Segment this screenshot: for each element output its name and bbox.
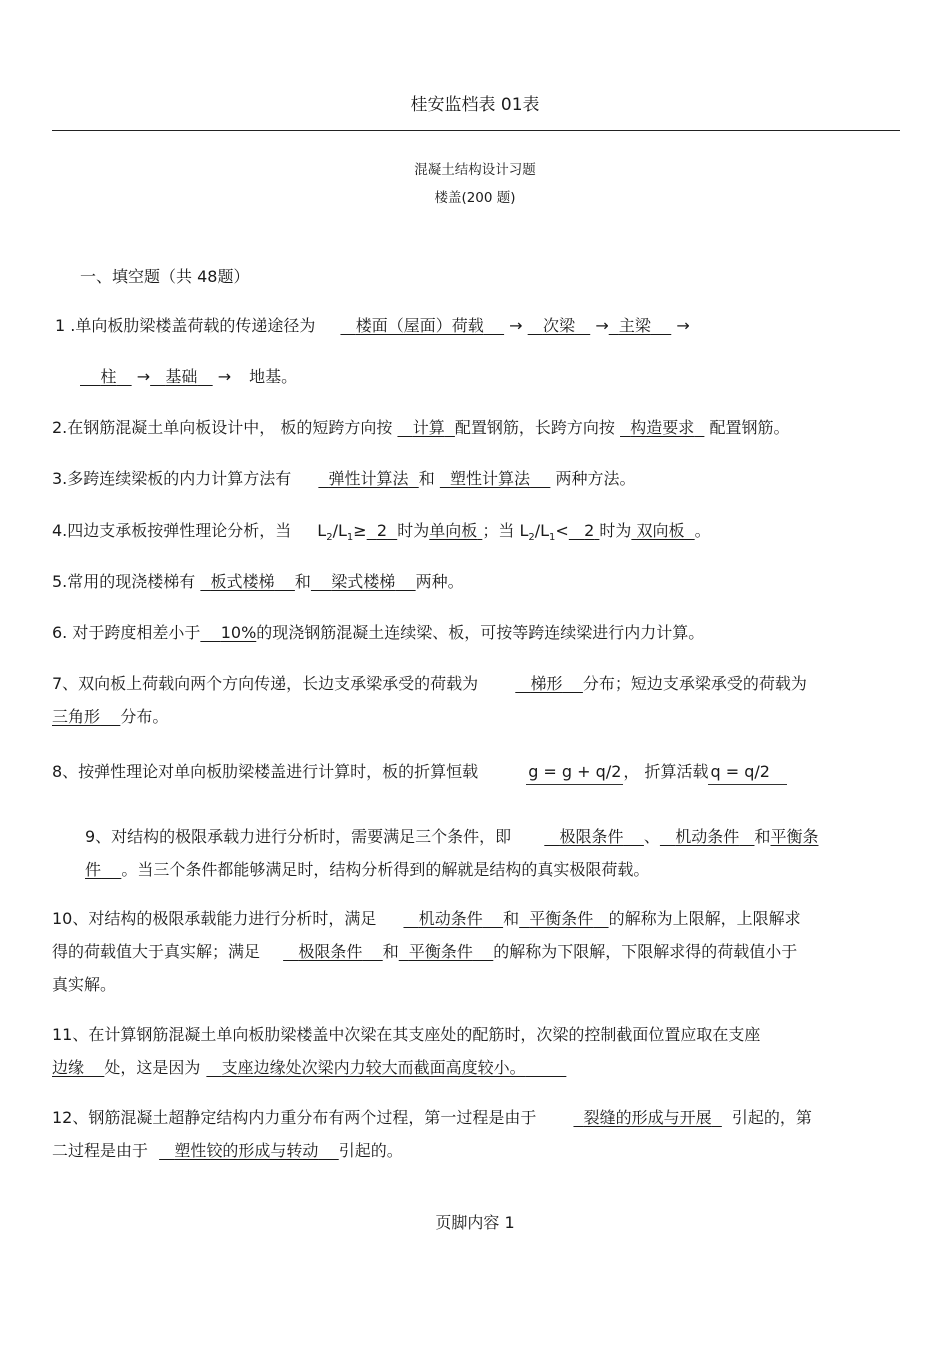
answer-q1-4: 柱 [100,367,117,386]
answer-q5-2: 梁式楼梯 [331,572,396,591]
answer-q11-2: 支座边缘处次梁内力较大而截面高度较小。 [221,1058,526,1077]
formula-converted-dead-load: g = g + q/2 [526,760,623,785]
answer-q10-2: 平衡条件 [529,909,594,928]
question-12-line-1: 12、钢筋混凝土超静定结构内力重分布有两个过程，第一过程是由于 裂缝的形成与开展 引起的，第 [52,1108,812,1127]
question-10-line-3: 真实解。 [52,975,117,994]
question-12-line-2: 二过程是由于 塑性铰的形成与转动 引起的。 [52,1141,403,1160]
question-1-line-1: 1 .单向板肋梁楼盖荷载的传递途径为 楼面（屋面）荷载 → 次梁 → 主梁 → [55,316,690,335]
answer-q12-2: 塑性铰的形成与转动 [174,1141,319,1160]
formula-converted-live-load: q = q/2 [708,760,787,785]
answer-q7-1: 梯形 [530,674,563,693]
question-1-line-2: 柱 → 基础 → 地基。 [80,360,297,394]
header-divider [52,130,900,131]
question-9-line-1: 9、对结构的极限承载力进行分析时，需要满足三个条件，即 极限条件 、 机动条件 和平衡条 [85,827,819,846]
answer-q2-2: 构造要求 [630,418,695,437]
answer-q1-3: 主梁 [618,316,651,335]
answer-q10-4: 平衡条件 [408,942,473,961]
answer-q1-2: 次梁 [542,316,575,335]
answer-q2-1: 计算 [412,418,445,437]
answer-q6-1: 10% [220,623,257,642]
answer-q3-1: 弹性计算法 [328,469,409,488]
question-10-line-2: 得的荷载值大于真实解；满足 极限条件 和 平衡条件 的解称为下限解，下限解求得的荷载值小于 [52,942,798,961]
answer-q10-1: 机动条件 [418,909,483,928]
answer-q1-5: 基础 [165,367,198,386]
question-5: 5.常用的现浇楼梯有 板式楼梯 和 梁式楼梯 两种。 [52,572,464,591]
answer-q12-1: 裂缝的形成与开展 [583,1108,712,1127]
answer-q11-1: 边缘 [52,1058,85,1077]
question-11-line-1: 11、在计算钢筋混凝土单向板肋梁楼盖中次梁在其支座处的配筋时，次梁的控制截面位置应取在支座 [52,1025,761,1044]
document-subtitle: 楼盖(200 题) [434,190,516,206]
question-7-line-2: 三角形 分布。 [52,707,169,726]
answer-q4-1: 2 [376,521,388,540]
question-8: 8、按弹性理论对单向板肋梁楼盖进行计算时，板的折算恒载 g = g + q/2 ， 折算活载 q = q/2 [52,755,787,789]
question-2: 2.在钢筋混凝土单向板设计中， 板的短跨方向按 计算 配置钢筋，长跨方向按 构造要求 配置钢筋。 [52,418,790,437]
answer-q1-1: 楼面（屋面）荷载 [355,316,484,335]
answer-q4-3: 2 [584,521,595,540]
answer-q7-2: 三角形 [52,707,101,726]
document-title: 混凝土结构设计习题 [414,162,536,178]
answer-q3-2: 塑性计算法 [450,469,531,488]
answer-q9-2: 机动条件 [675,827,740,846]
answer-q9-3-cont: 件 [85,860,102,879]
answer-q5-1: 板式楼梯 [210,572,275,591]
page-footer: 页脚内容 1 [435,1213,515,1232]
question-3: 3.多跨连续梁板的内力计算方法有 弹性计算法 和 塑性计算法 两种方法。 [52,469,636,488]
section-heading: 一、填空题（共 48题） [80,267,250,286]
answer-q10-3: 极限条件 [298,942,363,961]
question-11-line-2: 边缘 处，这是因为 支座边缘处次梁内力较大而截面高度较小。 [52,1051,566,1085]
question-10-line-1: 10、对结构的极限承载能力进行分析时，满足 机动条件 和 平衡条件 的解称为上限解，上限解求 [52,909,801,928]
answer-q4-2: 单向板 [429,521,478,540]
question-4: 4.四边支承板按弹性理论分析，当 $L_2/L_1\ge 2$ 时为单向板 ；当 $L_2/L_1<$ 2 时为 双向板 。 [52,521,711,544]
question-7-line-1: 7、双向板上荷载向两个方向传递，长边支承梁承受的荷载为 梯形 分布；短边支承梁承受的荷载为 [52,674,807,693]
answer-q4-4: 双向板 [636,521,685,540]
question-6: 6. 对于跨度相差小于 10%的现浇钢筋混凝土连续梁、板，可按等跨连续梁进行内力计算。 [52,623,705,642]
question-9-line-2: 件 。当三个条件都能够满足时，结构分析得到的解就是结构的真实极限荷载。 [85,860,650,879]
answer-q9-3: 平衡条 [770,827,819,846]
header-title: 桂安监档表 01表 [410,95,540,115]
answer-q9-1: 极限条件 [559,827,624,846]
